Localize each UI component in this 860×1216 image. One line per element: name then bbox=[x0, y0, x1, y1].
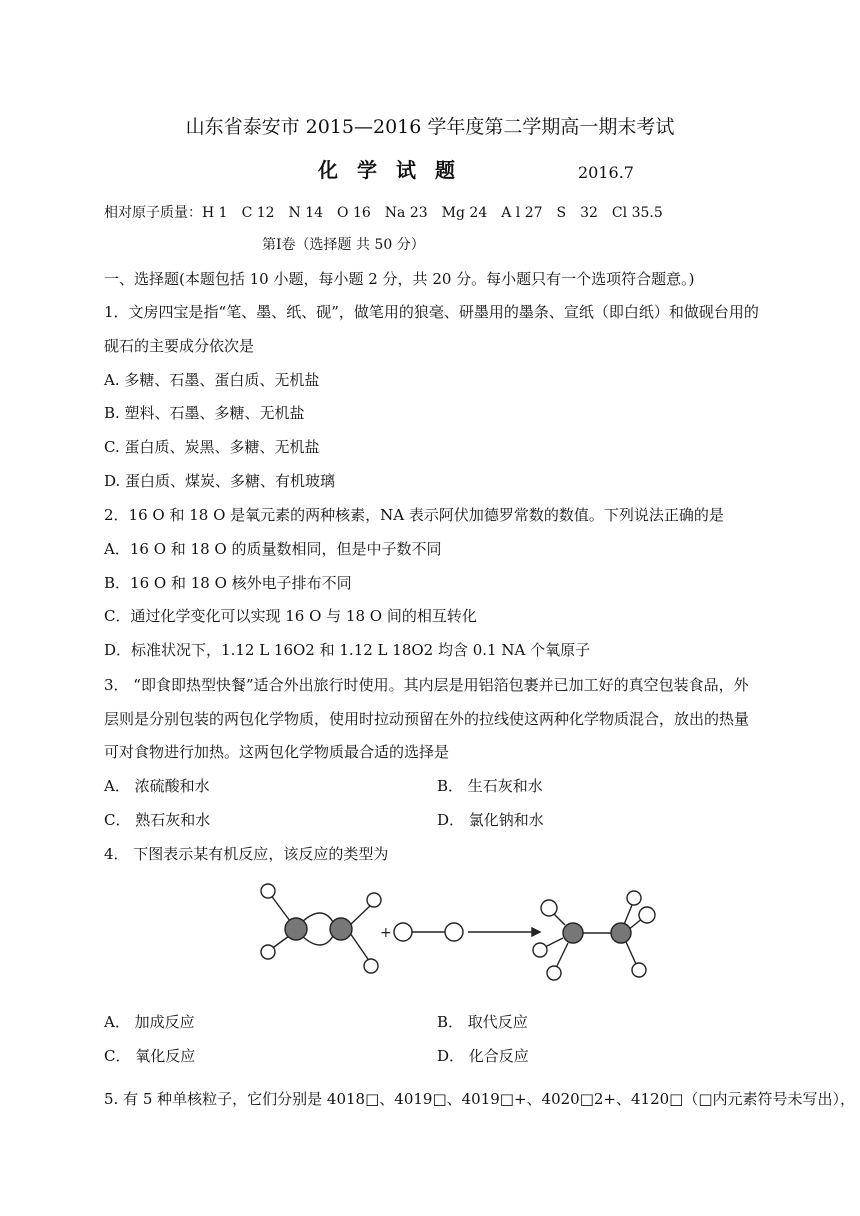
double-bond-upper bbox=[302, 913, 333, 922]
q2-option-b: B．16 O 和 18 O 核外电子排布不同 bbox=[104, 574, 352, 592]
q2-option-a: A．16 O 和 18 O 的质量数相同，但是中子数不同 bbox=[104, 540, 442, 558]
q3-option-b: B． 生石灰和水 bbox=[437, 777, 543, 795]
q1-stem-line2: 砚石的主要成分依次是 bbox=[104, 337, 255, 355]
q4-option-c: C． 氧化反应 bbox=[104, 1047, 196, 1065]
q3-stem-line2: 层则是分别包装的两包化学物质，使用时拉动预留在外的拉线使这两种化学物质混合，放出的热量 bbox=[104, 710, 750, 728]
exam-subtitle: 化学试题 bbox=[318, 158, 474, 182]
q2-stem: 2．16 O 和 18 O 是氧元素的两种核素，NA 表示阿伏加德罗常数的数值。下列说法正确的是 bbox=[104, 506, 724, 524]
carbon-atom bbox=[285, 918, 307, 940]
q4-stem: 4． 下图表示某有机反应，该反应的类型为 bbox=[104, 845, 389, 863]
hydrogen-atom bbox=[261, 884, 275, 898]
exam-date: 2016.7 bbox=[578, 163, 634, 182]
hydrogen-atom bbox=[364, 959, 378, 973]
hydrogen-atom bbox=[627, 891, 641, 905]
atom-left bbox=[394, 923, 412, 941]
q5-stem: 5. 有 5 种单核粒子，它们分别是 4018□、4019□、4019□+、4020□2+、4120□（□内元素符号未写出）， bbox=[104, 1090, 856, 1108]
bond-line bbox=[350, 933, 370, 962]
q3-option-a: A． 浓硫酸和水 bbox=[104, 777, 210, 795]
q1-option-b: B. 塑料、石墨、多糖、无机盐 bbox=[104, 404, 305, 422]
q4-option-d: D． 化合反应 bbox=[437, 1047, 529, 1065]
q1-option-c: C. 蛋白质、炭黑、多糖、无机盐 bbox=[104, 438, 320, 456]
section-heading: 一、选择题(本题包括 10 小题，每小题 2 分，共 20 分。每小题只有一个选项符合题意。) bbox=[104, 270, 695, 288]
q4-option-b: B． 取代反应 bbox=[437, 1013, 528, 1031]
hydrogen-atom bbox=[533, 943, 547, 957]
q1-option-a: A. 多糖、石墨、蛋白质、无机盐 bbox=[104, 371, 320, 389]
q4-option-a: A． 加成反应 bbox=[104, 1013, 195, 1031]
hydrogen-atom bbox=[541, 900, 557, 916]
atom-right bbox=[445, 923, 463, 941]
q1-stem-line1: 1．文房四宝是指“笔、墨、纸、砚”，做笔用的狼毫、研墨用的墨条、宣纸（即白纸）和做砚台用的 bbox=[104, 303, 759, 321]
hydrogen-atom bbox=[547, 966, 561, 980]
reaction-arrow-head bbox=[532, 928, 540, 936]
q3-option-d: D． 氯化钠和水 bbox=[437, 811, 544, 829]
carbon-atom bbox=[611, 923, 631, 943]
hydrogen-atom bbox=[261, 945, 275, 959]
bond-line bbox=[626, 942, 636, 964]
atomic-masses: 相对原子质量：H 1 C 12 N 14 O 16 Na 23 Mg 24 A l 27 S 32 Cl 35.5 bbox=[104, 205, 663, 221]
hydrogen-atom bbox=[639, 907, 655, 923]
double-bond-lower bbox=[302, 936, 333, 945]
q3-option-c: C． 熟石灰和水 bbox=[104, 811, 211, 829]
q3-stem-line3: 可对食物进行加热。这两包化学物质最合适的选择是 bbox=[104, 743, 450, 761]
q3-stem-line1: 3． “即食即热型快餐”适合外出旅行时使用。其内层是用铝箔包裹并已加工好的真空包装食品，外 bbox=[104, 676, 749, 694]
carbon-atom bbox=[563, 923, 583, 943]
plus-sign: + bbox=[380, 925, 392, 941]
exam-title: 山东省泰安市 2015—2016 学年度第二学期高一期末考试 bbox=[185, 116, 675, 138]
bond-line bbox=[350, 904, 372, 925]
q1-option-d: D. 蛋白质、煤炭、多糖、有机玻璃 bbox=[104, 472, 336, 490]
volume-label: 第Ⅰ卷（选择题 共 50 分） bbox=[262, 237, 425, 253]
hydrogen-atom bbox=[367, 893, 381, 907]
reaction-diagram bbox=[250, 880, 670, 990]
carbon-atom bbox=[330, 918, 352, 940]
hydrogen-atom bbox=[632, 963, 646, 977]
q2-option-c: C．通过化学变化可以实现 16 O 与 18 O 间的相互转化 bbox=[104, 607, 477, 625]
q2-option-d: D．标准状况下，1.12 L 16O2 和 1.12 L 18O2 均含 0.1 NA 个氧原子 bbox=[104, 641, 591, 659]
